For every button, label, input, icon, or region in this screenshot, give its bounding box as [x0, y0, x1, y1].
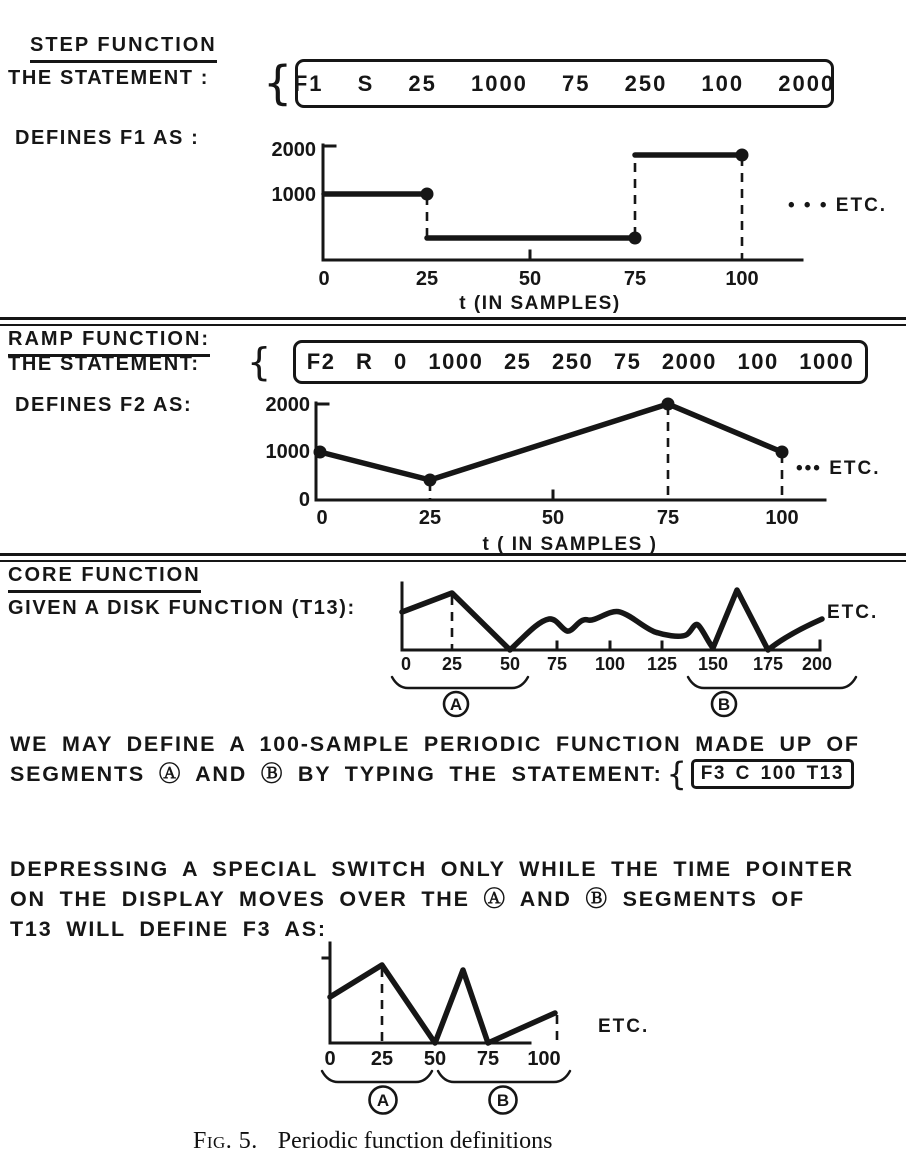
x-tick-label: 50	[423, 1048, 447, 1070]
projection-dashes	[427, 157, 742, 259]
x-tick-label: 50	[518, 268, 542, 290]
f3-function-chart	[310, 936, 706, 1118]
segment-a-label: A	[449, 695, 463, 714]
x-tick-label: 75	[656, 507, 680, 529]
x-tick-label: 25	[415, 268, 439, 290]
step-statement-text: F1 S 25 1000 75 250 100 2000	[293, 70, 836, 96]
x-tick-label: 125	[646, 654, 678, 674]
step-statement-label: THE STATEMENT :	[8, 67, 210, 89]
paragraph-line: WE MAY DEFINE A 100-SAMPLE PERIODIC FUNCTION MADE UP OF	[10, 732, 860, 756]
ramp-statement-box	[293, 340, 868, 384]
figure-caption-label: Fig. 5.	[193, 1128, 258, 1154]
segment-a-label: A	[376, 1091, 390, 1110]
x-tick-label: 150	[697, 654, 729, 674]
segment-b-label: B	[717, 695, 731, 714]
segment-b-bracket	[688, 677, 856, 688]
segment-b-bracket	[438, 1071, 570, 1082]
x-tick-label: 75	[623, 268, 647, 290]
y-tick-label: 2000	[265, 394, 310, 416]
ramp-function-chart	[240, 390, 906, 558]
step-left-brace: {	[263, 56, 293, 110]
y-tick-label: 1000	[265, 441, 310, 463]
x-tick-label: 200	[801, 654, 833, 674]
etc-annotation: ••• ETC.	[796, 458, 881, 479]
ramp-function-heading: RAMP FUNCTION:	[8, 328, 210, 357]
x-tick-label: 25	[370, 1048, 394, 1070]
section-separator	[0, 317, 906, 326]
ramp-statement-text: F2 R 0 1000 25 250 75 2000 100 1000	[306, 349, 855, 374]
segment-a-bracket	[392, 677, 528, 688]
figure-caption-text: Periodic function definitions	[277, 1128, 553, 1154]
data-point-dot	[314, 446, 327, 459]
step-function-heading: STEP FUNCTION	[30, 34, 217, 63]
x-axis-title: t (IN SAMPLES)	[459, 293, 621, 314]
paragraph-text: SEGMENTS Ⓐ AND Ⓑ BY TYPING THE STATEMENT:	[10, 762, 663, 786]
disk-function-chart	[390, 578, 906, 720]
axes	[402, 583, 820, 650]
core-statement-box: F3 C 100 T13	[691, 759, 854, 789]
data-point-dot	[736, 149, 749, 162]
x-tick-label: 75	[476, 1048, 500, 1070]
x-tick-label: 25	[441, 654, 463, 674]
data-point-dot	[776, 446, 789, 459]
etc-annotation: ETC.	[827, 602, 879, 623]
data-point-dot	[424, 474, 437, 487]
x-tick-label: 0	[324, 1048, 336, 1070]
axes	[323, 145, 802, 260]
paragraph-line: DEPRESSING A SPECIAL SWITCH ONLY WHILE THE TIME POINTER	[10, 857, 854, 881]
ramp-left-brace: {	[247, 340, 272, 384]
ramp-segments	[320, 404, 782, 480]
data-point-dot	[629, 232, 642, 245]
segment-a-bracket	[322, 1071, 432, 1082]
y-tick-label: 0	[298, 489, 310, 511]
x-tick-label: 50	[541, 507, 565, 529]
x-tick-label: 100	[765, 507, 799, 529]
x-tick-label: 100	[527, 1048, 561, 1070]
disk-function-curve	[402, 590, 822, 650]
step-function-chart	[240, 130, 906, 316]
y-tick-label: 1000	[271, 184, 316, 206]
figure-caption	[193, 1128, 552, 1155]
x-tick-label: 0	[316, 507, 328, 529]
paragraph-line: ON THE DISPLAY MOVES OVER THE Ⓐ AND Ⓑ SEGMENTS OF	[10, 887, 805, 911]
x-tick-label: 0	[318, 268, 330, 290]
segment-b-label: B	[496, 1091, 510, 1110]
ramp-statement-label: THE STATEMENT:	[8, 353, 200, 375]
etc-annotation: • • • ETC.	[788, 195, 888, 216]
etc-annotation: ETC.	[598, 1016, 650, 1037]
given-disk-function-label: GIVEN A DISK FUNCTION (T13):	[8, 597, 356, 619]
y-tick-label: 2000	[271, 139, 316, 161]
core-function-heading: CORE FUNCTION	[8, 564, 201, 593]
defines-f1-label: DEFINES F1 AS :	[15, 127, 200, 149]
x-tick-label: 0	[400, 654, 412, 674]
axes	[316, 403, 825, 500]
x-tick-label: 50	[499, 654, 521, 674]
step-statement-box	[295, 59, 834, 108]
paragraph-line	[10, 755, 860, 793]
paragraph-line: T13 WILL DEFINE F3 AS:	[10, 917, 327, 941]
data-point-dot	[662, 398, 675, 411]
statement-paragraph	[10, 729, 860, 793]
step-segments	[324, 155, 742, 238]
section-separator	[0, 553, 906, 562]
x-tick-label: 100	[725, 268, 759, 290]
switch-paragraph	[10, 854, 854, 944]
data-point-dot	[421, 188, 434, 201]
defines-f2-label: DEFINES F2 AS:	[15, 394, 193, 416]
x-tick-label: 100	[594, 654, 626, 674]
x-axis-title: t ( IN SAMPLES )	[482, 534, 658, 555]
x-tick-label: 75	[546, 654, 568, 674]
core-left-brace: {	[666, 755, 689, 793]
f3-function-curve	[330, 965, 555, 1043]
projection-dashes	[430, 406, 782, 500]
x-tick-label: 175	[752, 654, 784, 674]
x-tick-label: 25	[418, 507, 442, 529]
